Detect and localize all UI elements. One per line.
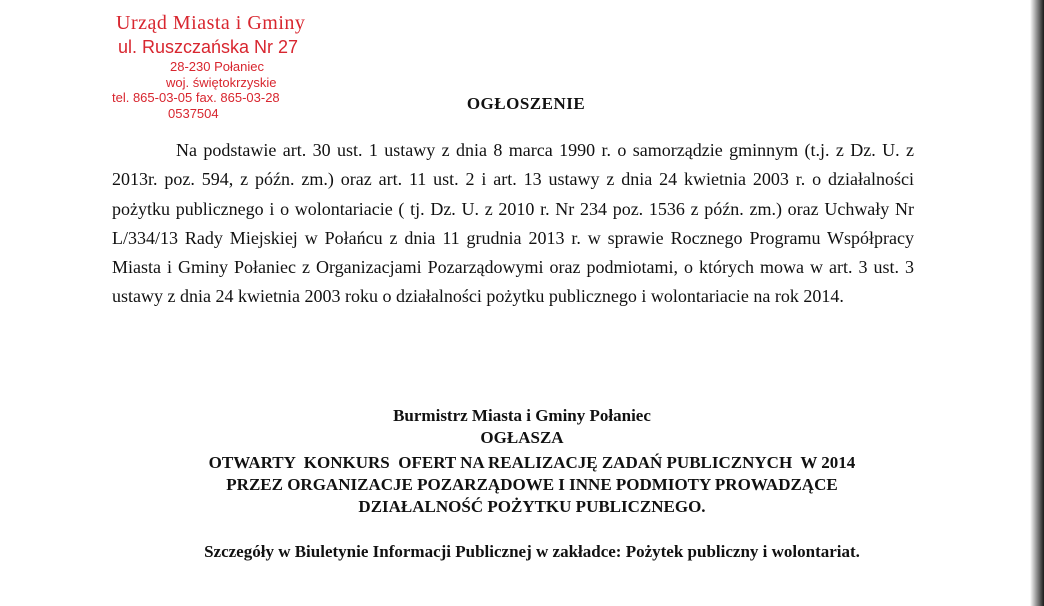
announces-line: OGŁASZA: [480, 428, 564, 447]
details-note: Szczegóły w Biuletynie Informacji Publicznej w zakładce: Pożytek publiczny i wolontariat.: [204, 542, 860, 561]
contest-title-line-3: DZIAŁALNOŚĆ POŻYTKU PUBLICZNEGO.: [358, 497, 706, 516]
stamp-phone-fax: tel. 865-03-05 fax. 865-03-28: [112, 90, 280, 105]
stamp-voivodeship: woj. świętokrzyskie: [166, 75, 277, 90]
heading-text: OGŁOSZENIE: [466, 94, 586, 113]
stamp-postal-code: 28-230 Połaniec: [170, 59, 264, 74]
contest-title-line-1: OTWARTY KONKURS OFERT NA REALIZACJĘ ZADAŃ PUBLICZNYCH W 2014: [208, 453, 856, 472]
contest-title-line-2: PRZEZ ORGANIZACJE POZARZĄDOWE I INNE PODMIOTY PROWADZĄCE: [226, 475, 838, 494]
document-heading: [0, 94, 1044, 114]
stamp-office-name: Urząd Miasta i Gminy: [116, 12, 306, 34]
stamp-street: ul. Ruszczańska Nr 27: [118, 37, 299, 57]
issuer-line: Burmistrz Miasta i Gminy Połaniec: [393, 406, 651, 425]
legal-basis-paragraph: Na podstawie art. 30 ust. 1 ustawy z dnia 8 marca 1990 r. o samorządzie gminnym (t.j. z Dz. U. z 2013r. poz. 594, z późn. zm.) oraz art. 11 ust. 2 i art. 13 ustawy z dnia 24 kwietnia 2003 r. o działalności pożytku publicznego i o wolontariacie ( tj. Dz. U. z 2010 r. Nr 234 poz. 1536 z późn. zm.) oraz Uchwały Nr L/334/13 Rady Miejskiej w Połańcu z dnia 11 grudnia 2013 r. w sprawie Rocznego Programu Współpracy Miasta i Gminy Połaniec z Organizacjami Pozarządowymi oraz podmiotami, o których mowa w art. 3 ust. 3 ustawy z dnia 24 kwietnia 2003 roku o działalności pożytku publicznego i wolontariacie na rok 2014.: [112, 140, 914, 307]
stamp-number: 0537504: [168, 106, 219, 121]
